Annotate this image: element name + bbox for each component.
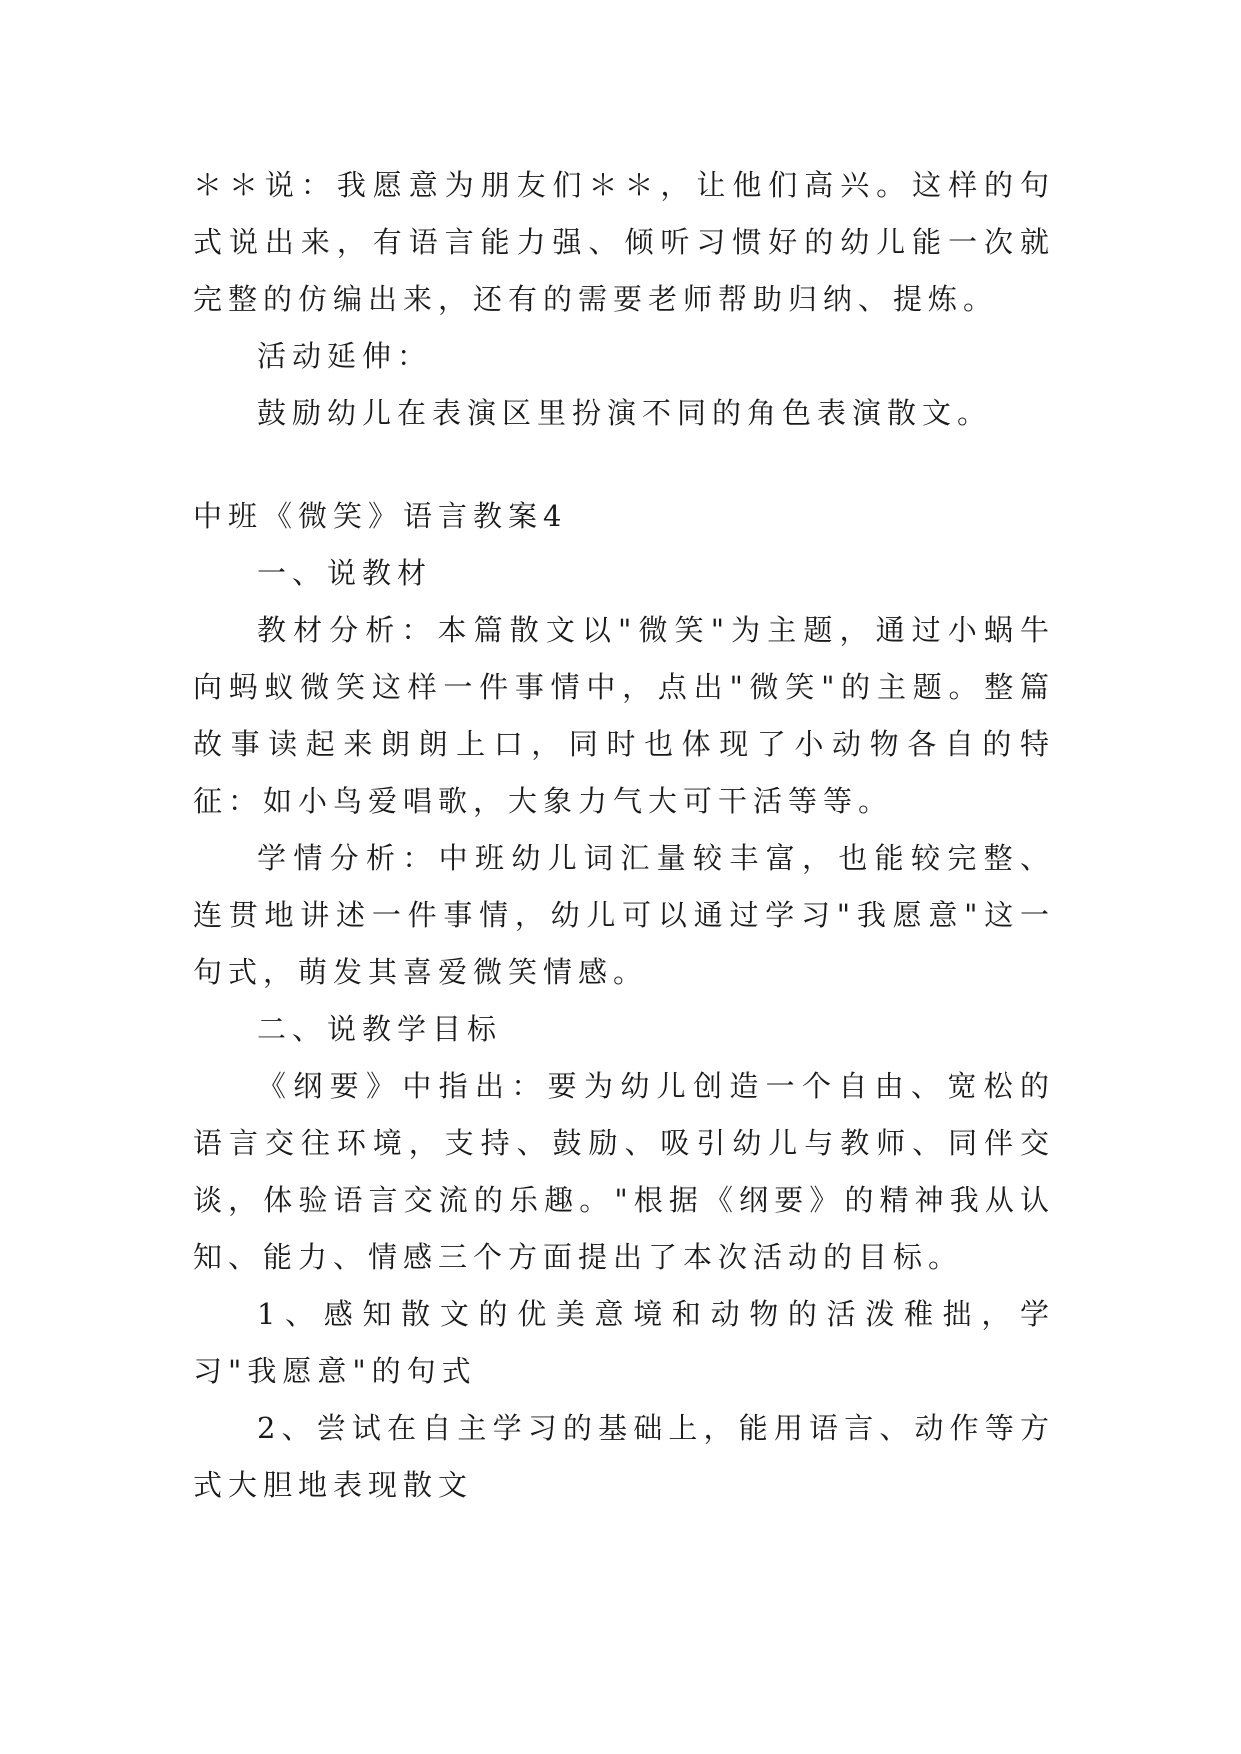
paragraph-material-analysis: 教材分析：本篇散文以"微笑"为主题，通过小蜗牛向蚂蚁微笑这样一件事情中，点出"微笑"的主题。整篇故事读起来朗朗上口，同时也体现了小动物各自的特征：如小鸟爱唱歌，大象力气大可干活等等。 xyxy=(193,613,1055,818)
goal-item-2: 2、尝试在自主学习的基础上，能用语言、动作等方式大胆地表现散文 xyxy=(193,1411,1055,1502)
goal-item-1: 1、感知散文的优美意境和动物的活泼稚拙，学习"我愿意"的句式 xyxy=(193,1297,1055,1388)
heading-teaching-goals: 二、说教学目标 xyxy=(257,1012,503,1046)
paragraph-learner-analysis: 学情分析：中班幼儿词汇量较丰富，也能较完整、连贯地讲述一件事情，幼儿可以通过学习"我愿意"这一句式，萌发其喜爱微笑情感。 xyxy=(193,841,1055,989)
section-title: 中班《微笑》语言教案4 xyxy=(193,499,568,533)
paragraph-sentence-pattern: ＊＊说：我愿意为朋友们＊＊，让他们高兴。这样的句式说出来，有语言能力强、倾听习惯好的幼儿能一次就完整的仿编出来，还有的需要老师帮助归纳、提炼。 xyxy=(193,168,1055,316)
paragraph-activity-extension-heading: 活动延伸： xyxy=(257,339,433,373)
paragraph-activity-extension: 鼓励幼儿在表演区里扮演不同的角色表演散文。 xyxy=(257,396,993,430)
paragraph-guidelines: 《纲要》中指出：要为幼儿创造一个自由、宽松的语言交往环境，支持、鼓励、吸引幼儿与教师、同伴交谈，体验语言交流的乐趣。"根据《纲要》的精神我从认知、能力、情感三个方面提出了本次活动的目标。 xyxy=(193,1069,1055,1274)
document-body xyxy=(193,157,1055,1514)
heading-teaching-material: 一、说教材 xyxy=(257,556,433,590)
